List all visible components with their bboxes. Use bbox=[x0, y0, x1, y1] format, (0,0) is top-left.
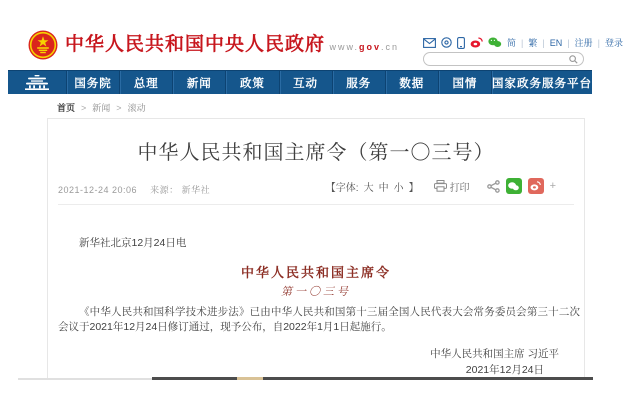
mobile-icon[interactable] bbox=[457, 37, 465, 49]
article-meta bbox=[58, 183, 210, 196]
bottom-line-dark bbox=[152, 377, 593, 380]
nav-item-policies[interactable]: 政策 bbox=[225, 71, 278, 94]
nav-item-state-profile[interactable]: 国情 bbox=[438, 71, 491, 94]
site-brand[interactable] bbox=[28, 30, 399, 60]
wechat-share-icon bbox=[508, 182, 519, 191]
article-tools bbox=[326, 178, 556, 194]
bottom-line-light bbox=[18, 378, 152, 380]
signature-line: 中华人民共和国主席 习近平 bbox=[430, 348, 559, 360]
source-name[interactable]: 新华社 bbox=[181, 185, 211, 195]
font-size-small[interactable]: 小 bbox=[393, 182, 404, 194]
lang-traditional-link[interactable]: 繁 bbox=[528, 38, 538, 48]
login-link[interactable]: 登录 bbox=[604, 38, 623, 48]
font-size-medium[interactable]: 中 bbox=[378, 182, 389, 194]
nav-item-gov-service-platform[interactable]: 国家政务服务平台 bbox=[491, 71, 592, 94]
main-nav bbox=[8, 70, 592, 94]
search-box bbox=[423, 52, 584, 66]
site-title: 中华人民共和国中央人民政府 bbox=[65, 34, 326, 55]
breadcrumb: 首页 > 新闻 > 滚动 bbox=[57, 102, 146, 113]
article-dateline: 新华社北京12月24日电 bbox=[79, 237, 187, 249]
print-button[interactable]: 打印 bbox=[434, 179, 470, 194]
share-icon[interactable] bbox=[487, 180, 500, 193]
site-url: www.gov.cn bbox=[329, 42, 400, 52]
decree-number: 第一〇三号 bbox=[281, 285, 351, 298]
mail-icon[interactable] bbox=[423, 38, 436, 48]
font-control-prefix: 【字体: bbox=[325, 182, 359, 194]
decree-heading: 中华人民共和国主席令 bbox=[240, 266, 391, 281]
signature-date: 2021年12月24日 bbox=[465, 364, 544, 376]
font-size-control bbox=[326, 179, 419, 194]
nav-item-premier[interactable]: 总理 bbox=[119, 71, 172, 94]
wechat-icon[interactable] bbox=[488, 37, 502, 48]
meta-divider bbox=[58, 204, 574, 205]
search-input[interactable] bbox=[424, 53, 569, 65]
weibo-share-icon bbox=[530, 181, 541, 191]
source-label: 来源： bbox=[150, 185, 179, 195]
nav-item-data[interactable]: 数据 bbox=[385, 71, 438, 94]
nav-home[interactable] bbox=[8, 71, 66, 94]
share-tools bbox=[487, 178, 556, 194]
article-title: 中华人民共和国主席令（第一〇三号） bbox=[137, 142, 495, 164]
search-icon[interactable] bbox=[569, 55, 578, 64]
wechat-share-button[interactable] bbox=[506, 178, 522, 194]
article-panel bbox=[47, 118, 585, 379]
breadcrumb-news[interactable]: 新闻 bbox=[92, 103, 111, 113]
client-app-icon[interactable] bbox=[441, 37, 452, 48]
nav-item-services[interactable]: 服务 bbox=[332, 71, 385, 94]
lang-simplified-link[interactable]: 简 bbox=[507, 38, 517, 48]
national-emblem-icon bbox=[28, 30, 58, 60]
tiananmen-icon bbox=[22, 75, 52, 90]
breadcrumb-rolling[interactable]: 滚动 bbox=[127, 103, 146, 113]
nav-item-state-council[interactable]: 国务院 bbox=[66, 71, 119, 94]
article-paragraph: 《中华人民共和国科学技术进步法》已由中华人民共和国第十三届全国人民代表大会常务委员会第三十二次会议于2021年12月24日修订通过，现予公布，自2022年1月1日起施行。 bbox=[58, 306, 580, 333]
bottom-line-tan bbox=[237, 377, 263, 380]
weibo-share-button[interactable] bbox=[528, 178, 544, 194]
weibo-icon[interactable] bbox=[470, 37, 483, 48]
nav-item-news[interactable]: 新闻 bbox=[172, 71, 225, 94]
more-share-button[interactable]: + bbox=[549, 180, 556, 192]
font-size-large[interactable]: 大 bbox=[363, 182, 374, 194]
nav-item-interaction[interactable]: 互动 bbox=[279, 71, 332, 94]
lang-english-link[interactable]: EN bbox=[549, 37, 563, 48]
font-control-suffix: 】 bbox=[408, 182, 419, 194]
printer-icon bbox=[434, 180, 447, 192]
utility-bar: 简 | 繁 | EN | 注册 | 登录 bbox=[423, 36, 585, 49]
publish-date: 2021-12-24 20:06 bbox=[58, 185, 138, 195]
register-link[interactable]: 注册 bbox=[574, 38, 593, 48]
breadcrumb-home[interactable]: 首页 bbox=[57, 103, 76, 113]
